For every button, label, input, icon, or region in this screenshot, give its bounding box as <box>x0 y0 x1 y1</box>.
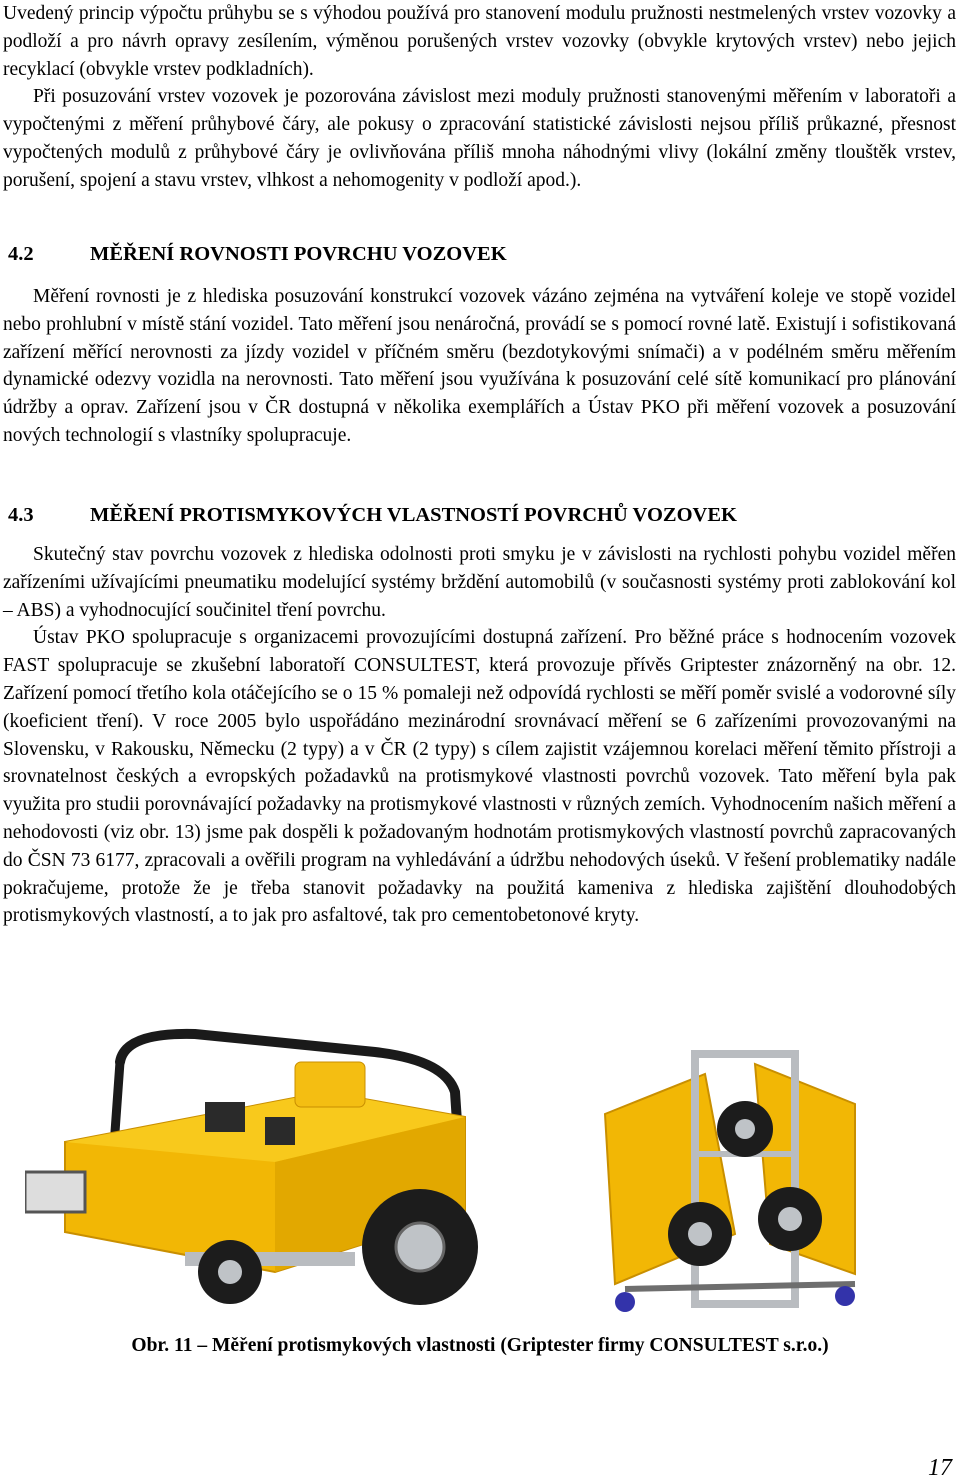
section-number: 4.2 <box>8 243 34 265</box>
paragraph: Ústav PKO spolupracuje s organizacemi provozujícími dostupná zařízení. Pro běžné práce s hodnocením vozovek FAST spolupracuje se zkušební laboratoří CONSULTEST, která provozuje přívěs Griptester znázorněný na obr. 12. Zařízení pomocí třetího kola otáčejícího se o 15 % pomaleji než odpovídá rychlosti se měří poměr svislé a vodorovné síly (koeficient tření). V roce 2005 bylo uspořádáno mezinárodní srovnávací měření se 6 zařízeními provozovanými na Slovensku, v Rakousku, Německu (2 typy) a v ČR (2 typy) s cílem zajistit vzájemnou korelaci měření těmito přístroji a srovnatelnost českých a evropských požadavků na protismykové vlastnosti povrchů vozovek. Tato měření byla pak využita pro studii porovnávající požadavky na protismykové vlastnosti v různých zemích. Vyhodnocením našich měření a nehodovosti (viz obr. 13) jsme pak dospěli k požadovaným hodnotám protismykových vlastností povrchů zapracovaných do ČSN 73 6177, zpracovali a ověřili program na vyhledávání a údržbu nehodových úseků. V řešení problematiky nadále pokračujeme, protože že je třeba stanovit požadavky na použitá kameniva z hlediska zajištění dlouhodobých protismykových vlastností, a to jak pro asfaltové, tak pro cementobetonové kryty. <box>3 627 956 927</box>
section-number: 4.3 <box>8 504 34 526</box>
section-body <box>3 283 956 450</box>
paragraph: Při posuzování vrstev vozovek je pozorována závislost mezi moduly pružnosti stanovenými měřením v laboratoři a vypočtenými z měření průhybové čáry, ale pokusy o zpracování statistické závislosti nejsou příliš průkazné, přesnost vypočtených modulů z průhybové čáry je ovlivňována příliš mnoha náhodnými vlivy (lokální změny tlouštěk vrstev, porušení, spojení a stavu vrstev, vlhkost a nehomogenity v podloží apod.). <box>3 86 956 191</box>
figure-caption: Obr. 11 – Měření protismykových vlastnosti (Griptester firmy CONSULTEST s.r.o.) <box>131 1335 829 1356</box>
griptester-photo-left <box>25 1022 495 1322</box>
section-title: MĚŘENÍ PROTISMYKOVÝCH VLASTNOSTÍ POVRCHŮ VOZOVEK <box>90 504 737 526</box>
paragraph: Uvedený princip výpočtu průhybu se s výhodou používá pro stanovení modulu pružnosti nestmelených vrstev vozovky a podloží a pro návrh opravy zesílením, výměnou porušených vrstev vozovky (obvykle krytových vrstev) nebo jejich recyklací (obvykle vrstev podkladních). <box>3 3 956 80</box>
section-body <box>3 541 956 930</box>
section-heading <box>8 504 737 527</box>
page-number: 17 <box>928 1455 952 1481</box>
paragraph: Měření rovnosti je z hlediska posuzování konstrukcí vozovek vázáno zejména na vytváření koleje ve stopě vozidel nebo prohlubní v místě stání vozidel. Tato měření jsou nenáročná, provádí se s pomocí rovné latě. Existují i sofistikovaná zařízení měřící nerovnosti za jízdy vozidel v příčném směru (bezdotykovými snímači) a v podélném směru měřením dynamické odezvy vozidla na nerovnosti. Tato měření jsou využívána k posuzování celé sítě komunikací pro plánování údržby a oprav. Zařízení jsou v ČR dostupná v několika exemplářích a Ústav PKO při měření vozovek a posuzování nových technologií s vlastníky spolupracuje. <box>3 286 956 446</box>
figure-photos <box>25 1022 935 1322</box>
section-title: MĚŘENÍ ROVNOSTI POVRCHU VOZOVEK <box>90 243 507 265</box>
paragraph: Skutečný stav povrchu vozovek z hlediska odolnosti proti smyku je v závislosti na rychlosti pohybu vozidel měřen zařízeními užívajícími pneumatiku modelující systémy brždění automobilů (v současnosti systémy proti zablokování kol – ABS) a vyhodnocující součinitel tření povrchu. <box>3 544 956 621</box>
section-heading <box>8 243 507 266</box>
intro-block <box>3 0 956 195</box>
griptester-photo-right <box>585 1034 885 1334</box>
